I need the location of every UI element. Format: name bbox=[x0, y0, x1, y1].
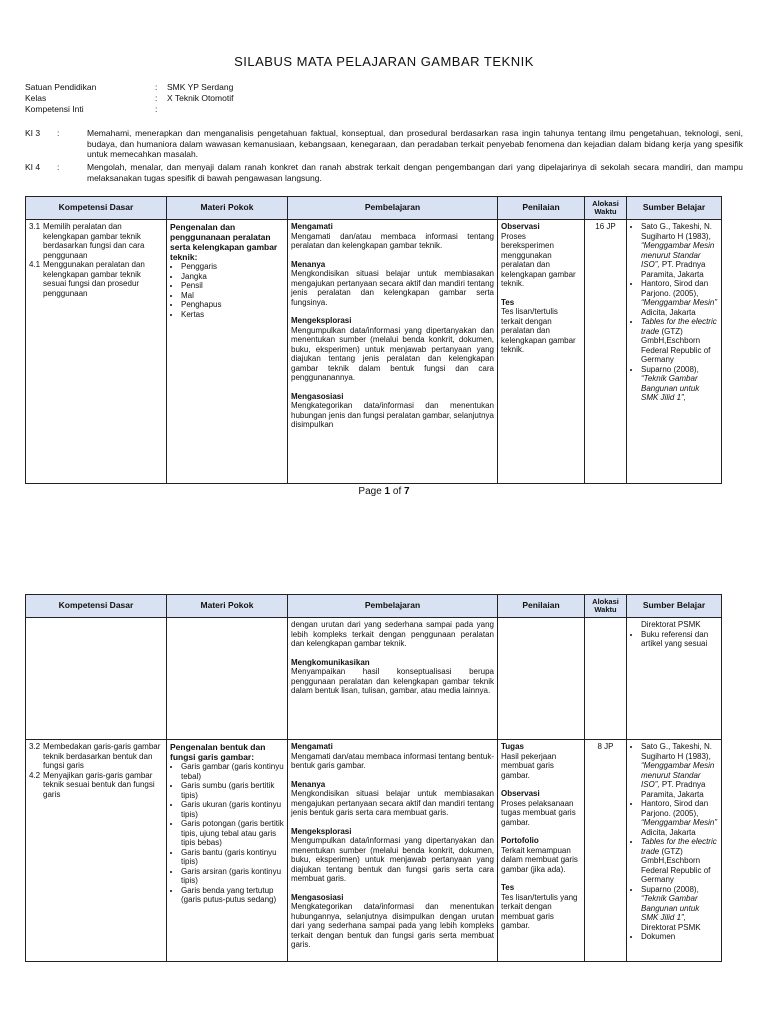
kd-item bbox=[29, 260, 163, 298]
meta-value: X Teknik Otomotif bbox=[167, 93, 234, 103]
assessment-heading: Tugas bbox=[501, 742, 524, 751]
meta-row bbox=[25, 104, 233, 115]
assessment-text: Tes lisan/tertulis yang terkait dengan membuat garis gambar. bbox=[501, 892, 578, 930]
activity-text: Mengamati dan/atau membaca informasi tentang peralatan dan kelengkapan gambar teknik. bbox=[291, 231, 494, 250]
header-pembelajaran: Pembelajaran bbox=[288, 197, 498, 220]
header-materi-pokok: Materi Pokok bbox=[167, 197, 288, 220]
table-row bbox=[26, 618, 722, 740]
assessment-text: Hasil pekerjaan membuat garis gambar. bbox=[501, 751, 557, 780]
source-item: • Hantoro, Sirod dan Parjono. (2005), “Menggambar Mesin” Adicita, Jakarta bbox=[641, 799, 718, 837]
kd-text: Menggunakan peralatan dan kelengkapan gambar teknik sesuai fungsi dan prosedur penggunaan bbox=[43, 260, 145, 298]
syllabus-table-page-2 bbox=[25, 594, 722, 962]
activity-text: dengan urutan dari yang sederhana sampai pada yang lebih kompleks terkait dengan penggunaan peralatan dan kelengkapan gambar teknik. bbox=[291, 620, 494, 648]
activity-heading: Mengeksplorasi bbox=[291, 316, 352, 325]
meta-key: Kompetensi Inti bbox=[25, 104, 84, 114]
kd-item bbox=[29, 771, 163, 800]
pembelajaran-cell bbox=[288, 220, 498, 484]
activity-heading: Mengamati bbox=[291, 742, 333, 751]
meta-row bbox=[25, 93, 233, 104]
meta-colon: : bbox=[155, 93, 158, 103]
materi-list bbox=[170, 762, 284, 905]
list-item: • Kertas bbox=[181, 310, 284, 320]
materi-title: Pengenalan dan penggunanaan peralatan serta kelengkapan gambar teknik: bbox=[170, 222, 278, 262]
kd-number: 3.1 bbox=[29, 222, 41, 231]
ki-4 bbox=[25, 162, 743, 183]
source-item: • Sato G., Takeshi, N. Sugiharto H (1983), “Menggambar Mesin menurut Standar ISO”, PT. Pradnya Paramita, Jakarta bbox=[641, 222, 718, 279]
ki-label: KI 4 bbox=[25, 162, 41, 172]
source-item: • Hantoro, Sirod dan Parjono. (2005), “Menggambar Mesin” Adicita, Jakarta bbox=[641, 279, 718, 317]
ki-colon: : bbox=[57, 162, 60, 172]
source-item: • Suparno (2008), “Teknik Gambar Bangunan untuk SMK Jilid 1”, Direktorat PSMK bbox=[641, 885, 718, 933]
meta-value: SMK YP Serdang bbox=[167, 82, 234, 92]
kd-number: 4.1 bbox=[29, 260, 41, 269]
source-continuation: Direktorat PSMK bbox=[641, 620, 701, 629]
kd-cell bbox=[26, 740, 167, 962]
activity-heading: Mengasosiasi bbox=[291, 892, 344, 902]
page-footer: Page 1 of 7 bbox=[358, 486, 410, 497]
meta-key: Kelas bbox=[25, 93, 47, 103]
kd-cell bbox=[26, 618, 167, 740]
header-alokasi-waktu: Alokasi Waktu bbox=[585, 197, 627, 220]
header-penilaian: Penilaian bbox=[498, 197, 585, 220]
header-penilaian: Penilaian bbox=[498, 595, 585, 618]
meta-colon: : bbox=[155, 82, 158, 92]
kd-text: Memilih peralatan dan kelengkapan gambar teknik berdasarkan fungsi dan cara penggunaan bbox=[43, 222, 145, 260]
kd-item bbox=[29, 742, 163, 771]
assessment-heading: Tes bbox=[501, 883, 515, 892]
list-item: • Pensil bbox=[181, 281, 284, 291]
source-list bbox=[630, 222, 718, 403]
meta-colon: : bbox=[155, 104, 158, 114]
header-sumber-belajar: Sumber Belajar bbox=[627, 197, 722, 220]
materi-cell bbox=[167, 220, 288, 484]
kd-cell bbox=[26, 220, 167, 484]
alokasi-cell bbox=[585, 618, 627, 740]
penilaian-cell bbox=[498, 220, 585, 484]
page-total: 7 bbox=[404, 486, 410, 497]
header-kompetensi-dasar: Kompetensi Dasar bbox=[26, 595, 167, 618]
list-item: • Garis benda yang tertutup (garis putus-putus sedang) bbox=[181, 886, 284, 905]
kd-number: 3.2 bbox=[29, 742, 41, 751]
list-item: • Garis bantu (garis kontinyu tipis) bbox=[181, 848, 284, 867]
sumber-cell bbox=[627, 220, 722, 484]
assessment-heading: Tes bbox=[501, 297, 515, 307]
source-list bbox=[630, 630, 718, 649]
ki-colon: : bbox=[57, 128, 60, 138]
activity-text: Mengkondisikan situasi belajar untuk membiasakan mengajukan pertanyaan secara aktif dan mandiri tentang jenis peralatan dan kelengkapan gambar serta fungsinya. bbox=[291, 269, 494, 307]
source-item: • Suparno (2008), “Teknik Gambar Bangunan untuk SMK Jilid 1”, bbox=[641, 365, 718, 403]
assessment-text: Tes lisan/tertulis terkait dengan peralatan dan kelengkapan gambar teknik. bbox=[501, 307, 576, 354]
kd-item bbox=[29, 222, 163, 260]
pembelajaran-cell bbox=[288, 740, 498, 962]
meta-key: Satuan Pendidikan bbox=[25, 82, 97, 92]
header-materi-pokok: Materi Pokok bbox=[167, 595, 288, 618]
activity-heading: Mengeksplorasi bbox=[291, 826, 352, 836]
activity-text: Mengkondisikan situasi belajar untuk membiasakan mengajukan pertanyaan secara aktif dan mandiri tentang jenis bentuk garis serta cara membuat garis. bbox=[291, 789, 494, 817]
materi-list bbox=[170, 262, 284, 319]
activity-text: Mengumpulkan data/informasi yang dipertanyakan dan menentukan sumber (melalui benda konkrit, dokumen, buku, eksperimen) untuk menjawab pertanyaan yang diajukan tentang bentuk dan fungsi garis serta cara membuat garis. bbox=[291, 836, 494, 883]
sumber-cell bbox=[627, 740, 722, 962]
list-item: • Mal bbox=[181, 291, 284, 301]
meta-row bbox=[25, 82, 233, 93]
kd-text: Menyajikan garis-garis gambar teknik sesuai bentuk dan fungsi garis bbox=[43, 770, 155, 799]
ki-label: KI 3 bbox=[25, 128, 41, 138]
assessment-text: Terkait kemampuan dalam membuat garis gambar (jika ada). bbox=[501, 845, 578, 874]
activity-heading: Menanya bbox=[291, 259, 326, 269]
header-pembelajaran: Pembelajaran bbox=[288, 595, 498, 618]
page-gap bbox=[0, 520, 768, 560]
list-item: • Jangka bbox=[181, 272, 284, 282]
kd-number: 4.2 bbox=[29, 770, 41, 780]
list-item: • Garis gambar (garis kontinyu tebal) bbox=[181, 762, 284, 781]
source-item: • Buku referensi dan artikel yang sesuai bbox=[641, 630, 718, 649]
table-header-row bbox=[26, 197, 722, 220]
assessment-text: Proses bereksperimen menggunakan peralatan dan kelengkapan gambar teknik. bbox=[501, 231, 576, 288]
alokasi-cell: 16 JP bbox=[585, 220, 627, 484]
source-item: • Tables for the electric trade (GTZ) GmbH,Eschborn Federal Republic of Germany bbox=[641, 317, 718, 365]
table-row bbox=[26, 220, 722, 484]
activity-text: Mengkategorikan data/informasi dan menentukan hubungannya, selanjutnya disimpulkan dengan urutan dari yang sederhana sampai pada yang lebih kompleks terkait dengan bentuk dan fungsi garis serta membuat garis. bbox=[291, 902, 494, 949]
list-item: • Garis ukuran (garis kontinyu tipis) bbox=[181, 800, 284, 819]
assessment-text: Proses pelaksanaan tugas membuat garis gambar. bbox=[501, 798, 576, 827]
kd-text: Membedakan garis-garis gambar teknik berdasarkan bentuk dan fungsi garis bbox=[43, 742, 161, 770]
source-list bbox=[630, 742, 718, 942]
document-page-2 bbox=[0, 560, 768, 1024]
materi-title: Pengenalan bentuk dan fungsi garis gambar: bbox=[170, 742, 266, 762]
list-item: • Garis potongan (garis bertitik tipis, ujung tebal atau garis tipis bebas) bbox=[181, 819, 284, 848]
syllabus-table-page-1 bbox=[25, 196, 722, 484]
penilaian-cell bbox=[498, 618, 585, 740]
identity-block bbox=[25, 82, 233, 115]
activity-heading: Mengamati bbox=[291, 222, 333, 231]
header-kompetensi-dasar: Kompetensi Dasar bbox=[26, 197, 167, 220]
assessment-heading: Observasi bbox=[501, 222, 540, 231]
activity-heading: Mengkomunikasikan bbox=[291, 657, 370, 667]
alokasi-cell: 8 JP bbox=[585, 740, 627, 962]
materi-cell bbox=[167, 740, 288, 962]
assessment-heading: Observasi bbox=[501, 789, 540, 798]
document-title: SILABUS MATA PELAJARAN GAMBAR TEKNIK bbox=[234, 54, 534, 69]
ki-text: Memahami, menerapkan dan menganalisis pengetahuan faktual, konseptual, dan prosedural berdasarkan rasa ingin tahunya tentang ilmu pengetahuan, teknologi, seni, budaya, dan humaniora dalam wawasan kemanusiaan, kebangsaan, kenegaraan, dan peradaban terkait penyebab fenomena dan kejadian dalam bidang kerja yang spesifik untuk memecahkan masalah. bbox=[87, 128, 743, 159]
header-alokasi-waktu: Alokasi Waktu bbox=[585, 595, 627, 618]
page-number: 1 bbox=[384, 486, 391, 497]
activity-text: Mengkategorikan data/informasi dan menentukan hubungan jenis dan fungsi peralatan gambar, selanjutnya disimpulkan bbox=[291, 401, 494, 429]
source-item: • Sato G., Takeshi, N. Sugiharto H (1983), “Menggambar Mesin menurut Standar ISO”, PT. Pradnya Paramita, Jakarta bbox=[641, 742, 718, 799]
ki-3 bbox=[25, 128, 743, 160]
activity-heading: Menanya bbox=[291, 779, 326, 789]
activity-text: Mengumpulkan data/informasi yang dipertanyakan dan menentukan sumber (melalui benda konkrit, dokumen, buku, eksperimen) untuk menjawab pertanyaan yang diajukan tentang jenis peralatan dan kelengkapan gambar teknik dalam bentuk fungsi dan cara penggunanannya. bbox=[291, 325, 494, 382]
ki-text: Mengolah, menalar, dan menyaji dalam ranah konkret dan ranah abstrak terkait dengan pengembangan dari yang dipelajarinya di sekolah secara mandiri, dan mampu melaksanakan tugas spesifik di bawah pengawasan langsung. bbox=[87, 162, 743, 183]
penilaian-cell bbox=[498, 740, 585, 962]
source-item: • Dokumen bbox=[641, 932, 718, 942]
assessment-heading: Portofolio bbox=[501, 836, 539, 845]
list-item: • Penghapus bbox=[181, 300, 284, 310]
table-header-row bbox=[26, 595, 722, 618]
sumber-cell bbox=[627, 618, 722, 740]
table-row bbox=[26, 740, 722, 962]
materi-cell bbox=[167, 618, 288, 740]
pembelajaran-cell bbox=[288, 618, 498, 740]
source-item: • Tables for the electric trade (GTZ) GmbH,Eschborn Federal Republic of Germany bbox=[641, 837, 718, 885]
list-item: • Garis arsiran (garis kontinyu tipis) bbox=[181, 867, 284, 886]
list-item: • Garis sumbu (garis bertitik tipis) bbox=[181, 781, 284, 800]
activity-heading: Mengasosiasi bbox=[291, 391, 344, 401]
header-sumber-belajar: Sumber Belajar bbox=[627, 595, 722, 618]
activity-text: Mengamati dan/atau membaca informasi tentang bentuk-bentuk garis gambar. bbox=[291, 751, 494, 770]
activity-text: Menyampaikan hasil konseptualisasi berupa penggunaan peralatan dan kelengkapan gambar teknik dalam bentuk lisan, tulisan, gambar, atau media lainnya. bbox=[291, 667, 494, 695]
list-item: • Penggaris bbox=[181, 262, 284, 272]
